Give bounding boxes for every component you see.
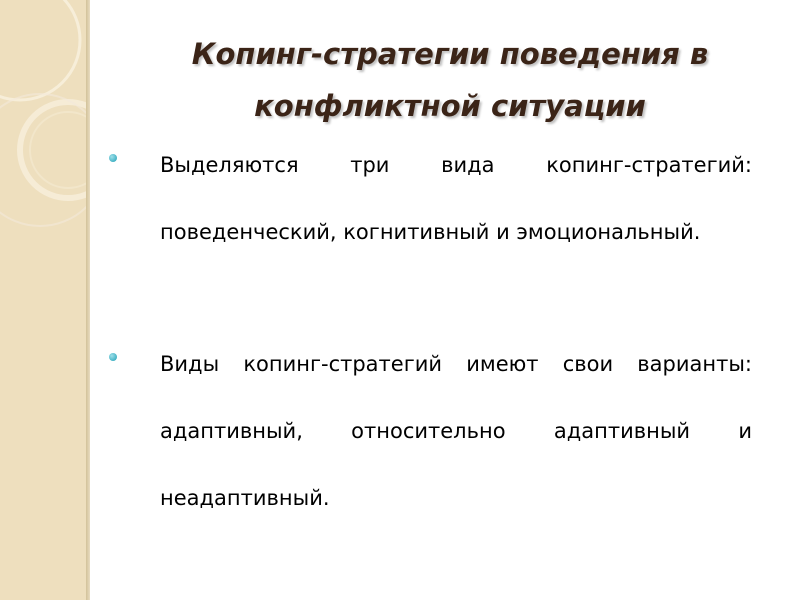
sidebar-edge <box>86 0 90 600</box>
slide-title: Копинг-стратегии поведения в конфликтной ситуации <box>191 37 709 123</box>
decorative-sidebar <box>0 0 86 600</box>
bullet-text-1: Выделяются три вида копинг-стратегий: поведенческий, когнитивный и эмоциональный. <box>160 153 752 244</box>
bullet-icon <box>109 154 117 162</box>
bullet-text-2: Виды копинг-стратегий имеют свои варианты: адаптивный, относительно адаптивный и неадаптивный. <box>160 352 752 510</box>
bullet-item-1 <box>160 132 752 266</box>
bullet-item-2 <box>160 331 752 532</box>
bullet-icon <box>109 353 117 361</box>
decorative-circles-graphic <box>0 0 86 600</box>
